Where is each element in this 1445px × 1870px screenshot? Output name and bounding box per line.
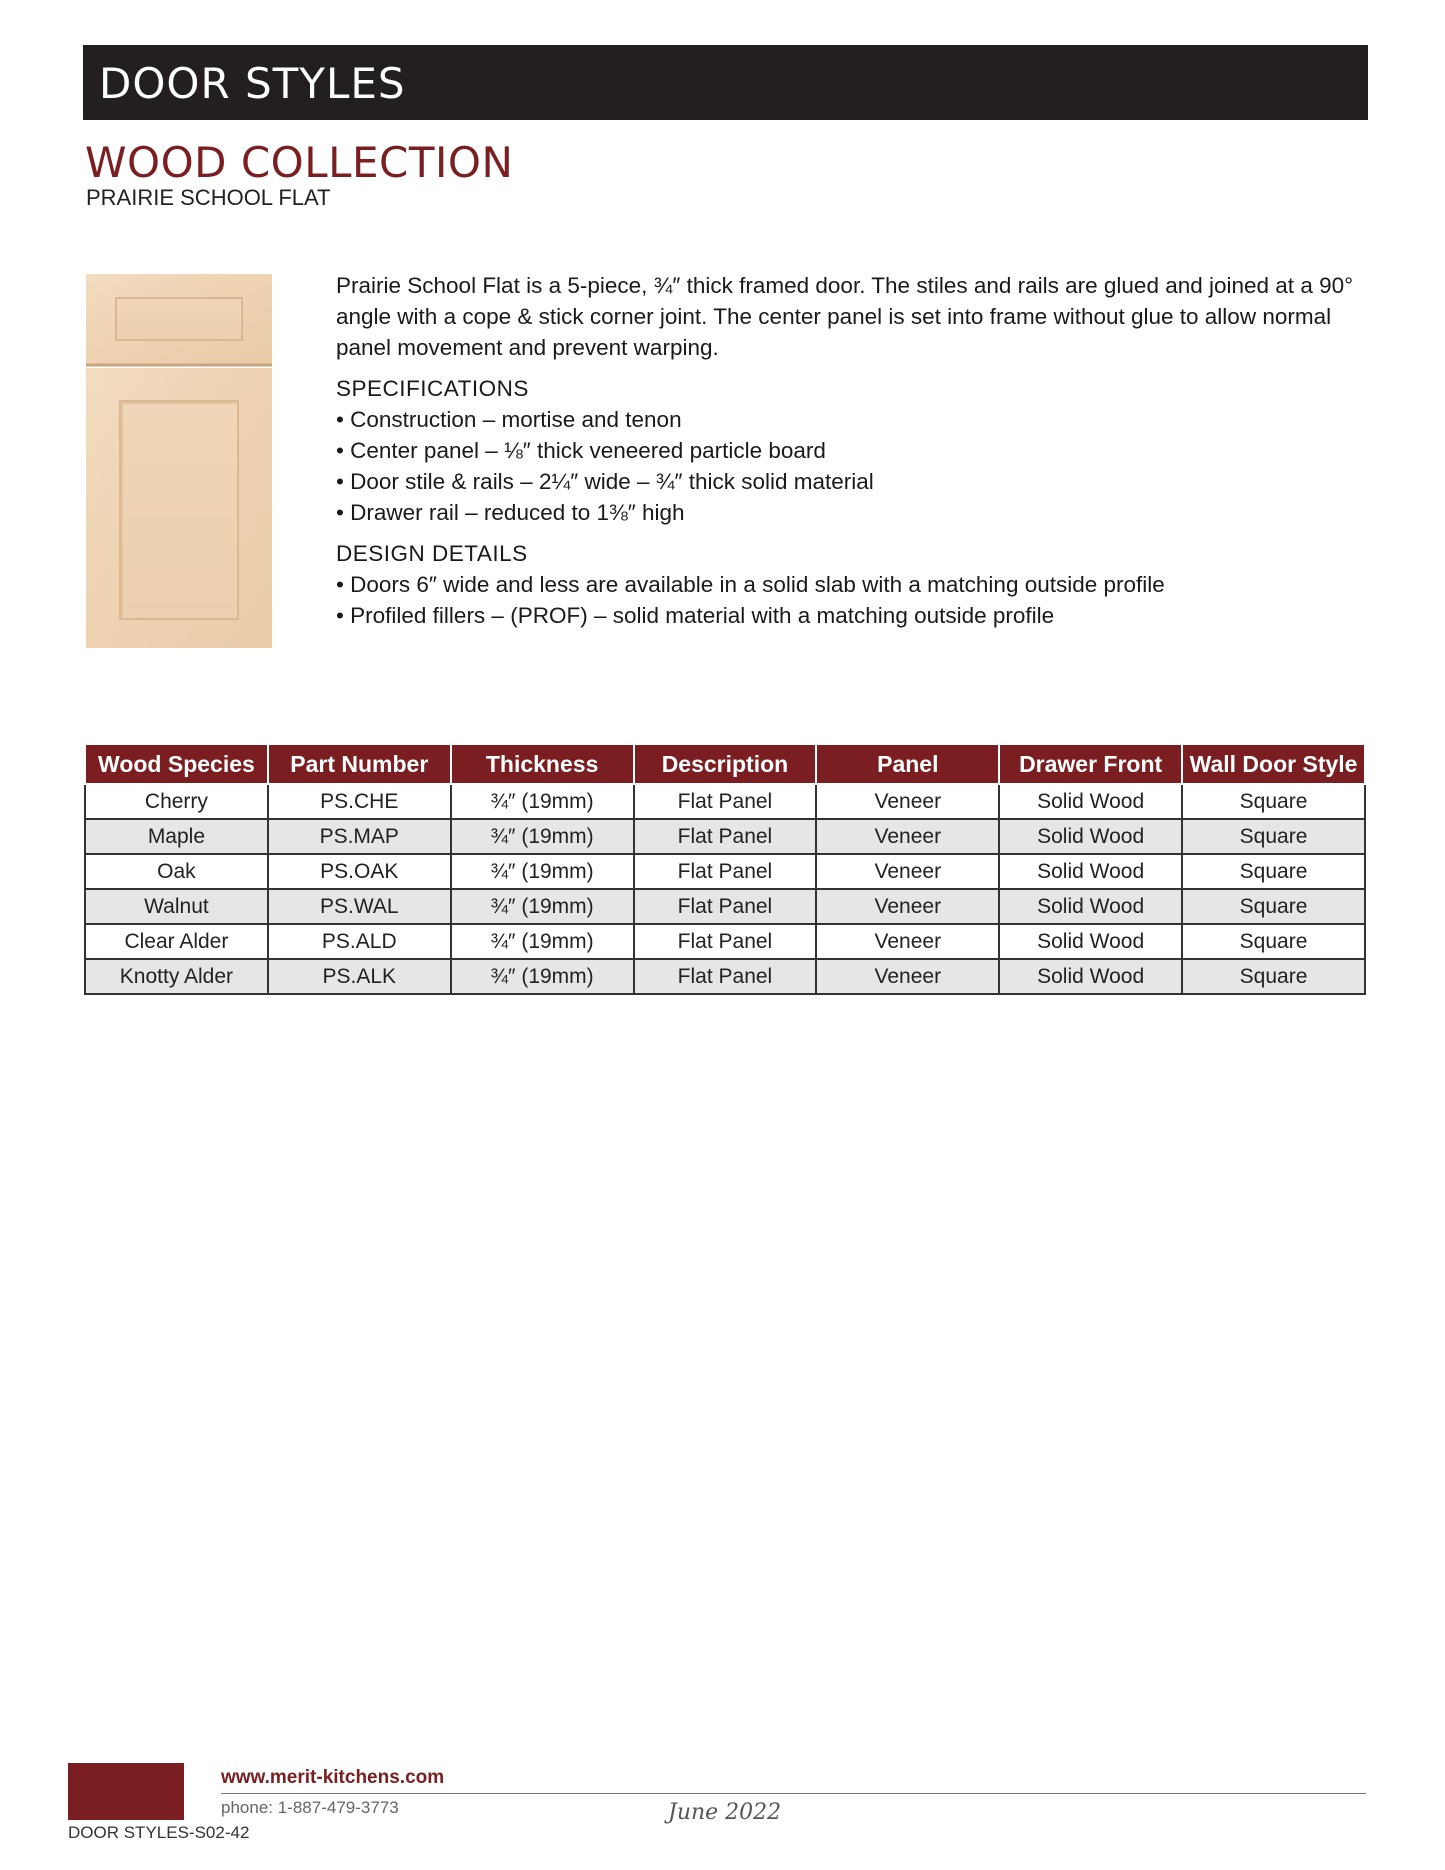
- table-cell: Square: [1182, 784, 1365, 819]
- table-cell: Flat Panel: [634, 854, 817, 889]
- column-header: Wood Species: [85, 745, 268, 784]
- table-cell: Flat Panel: [634, 959, 817, 994]
- table-cell: Solid Wood: [999, 784, 1182, 819]
- table-cell: PS.ALD: [268, 924, 451, 959]
- table-cell: Knotty Alder: [85, 959, 268, 994]
- table-cell: Solid Wood: [999, 959, 1182, 994]
- table-cell: Flat Panel: [634, 924, 817, 959]
- table-cell: Square: [1182, 959, 1365, 994]
- design-detail-item: • Doors 6″ wide and less are available in a solid slab with a matching outside profile: [336, 569, 1356, 600]
- publication-date: June 2022: [668, 1800, 782, 1825]
- table-cell: Veneer: [816, 784, 999, 819]
- table-cell: Square: [1182, 924, 1365, 959]
- spec-item: • Door stile & rails – 2¼″ wide – ¾″ thick solid material: [336, 466, 1356, 497]
- table-cell: Solid Wood: [999, 819, 1182, 854]
- table-cell: Square: [1182, 854, 1365, 889]
- spec-item: • Center panel – ⅛″ thick veneered particle board: [336, 435, 1356, 466]
- column-header: Drawer Front: [999, 745, 1182, 784]
- table-cell: PS.OAK: [268, 854, 451, 889]
- table-cell: Veneer: [816, 924, 999, 959]
- table-cell: Square: [1182, 819, 1365, 854]
- column-header: Description: [634, 745, 817, 784]
- table-cell: Flat Panel: [634, 819, 817, 854]
- column-header: Panel: [816, 745, 999, 784]
- column-header: Part Number: [268, 745, 451, 784]
- door-sample-image: [86, 274, 272, 648]
- table-cell: Veneer: [816, 854, 999, 889]
- table-row: [85, 889, 1365, 924]
- table-cell: Solid Wood: [999, 854, 1182, 889]
- table-cell: Oak: [85, 854, 268, 889]
- table-cell: Flat Panel: [634, 784, 817, 819]
- table-cell: PS.MAP: [268, 819, 451, 854]
- table-row: [85, 854, 1365, 889]
- table-cell: Veneer: [816, 959, 999, 994]
- spec-item: • Drawer rail – reduced to 1⅜″ high: [336, 497, 1356, 528]
- table-row: [85, 959, 1365, 994]
- table-cell: Cherry: [85, 784, 268, 819]
- table-cell: PS.WAL: [268, 889, 451, 924]
- website-link[interactable]: www.merit-kitchens.com: [221, 1767, 445, 1788]
- column-header: Thickness: [451, 745, 634, 784]
- page-title: DOOR STYLES: [99, 59, 406, 108]
- table-cell: ¾″ (19mm): [451, 889, 634, 924]
- table-row: [85, 819, 1365, 854]
- page-code: DOOR STYLES-S02-42: [68, 1823, 250, 1842]
- table-cell: PS.CHE: [268, 784, 451, 819]
- table-cell: Square: [1182, 889, 1365, 924]
- table-cell: Walnut: [85, 889, 268, 924]
- table-cell: Solid Wood: [999, 924, 1182, 959]
- description-block: [336, 270, 1356, 631]
- footer-accent-block: [68, 1763, 184, 1820]
- specifications-heading: SPECIFICATIONS: [336, 376, 529, 401]
- table-cell: Clear Alder: [85, 924, 268, 959]
- table-cell: Maple: [85, 819, 268, 854]
- table-cell: ¾″ (19mm): [451, 854, 634, 889]
- table-header-row: [85, 745, 1365, 784]
- table-cell: ¾″ (19mm): [451, 819, 634, 854]
- style-name: PRAIRIE SCHOOL FLAT: [86, 185, 331, 210]
- wood-species-table: [84, 745, 1366, 995]
- header-bar: [83, 45, 1368, 120]
- table-row: [85, 924, 1365, 959]
- collection-title: WOOD COLLECTION: [85, 138, 514, 187]
- table-cell: ¾″ (19mm): [451, 959, 634, 994]
- design-details-heading: DESIGN DETAILS: [336, 541, 528, 566]
- table-cell: Veneer: [816, 819, 999, 854]
- design-detail-item: • Profiled fillers – (PROF) – solid material with a matching outside profile: [336, 600, 1356, 631]
- column-header: Wall Door Style: [1182, 745, 1365, 784]
- table-cell: PS.ALK: [268, 959, 451, 994]
- description-text: Prairie School Flat is a 5-piece, ¾″ thick framed door. The stiles and rails are glued and joined at a 90° angle with a cope & stick corner joint. The center panel is set into frame without glue to allow normal panel movement and prevent warping.: [336, 273, 1354, 360]
- table-row: [85, 784, 1365, 819]
- spec-item: • Construction – mortise and tenon: [336, 404, 1356, 435]
- phone-number: phone: 1-887-479-3773: [221, 1798, 399, 1817]
- table-cell: ¾″ (19mm): [451, 924, 634, 959]
- footer-divider: [221, 1793, 1366, 1794]
- table-cell: Flat Panel: [634, 889, 817, 924]
- table-cell: Veneer: [816, 889, 999, 924]
- table-cell: Solid Wood: [999, 889, 1182, 924]
- table-cell: ¾″ (19mm): [451, 784, 634, 819]
